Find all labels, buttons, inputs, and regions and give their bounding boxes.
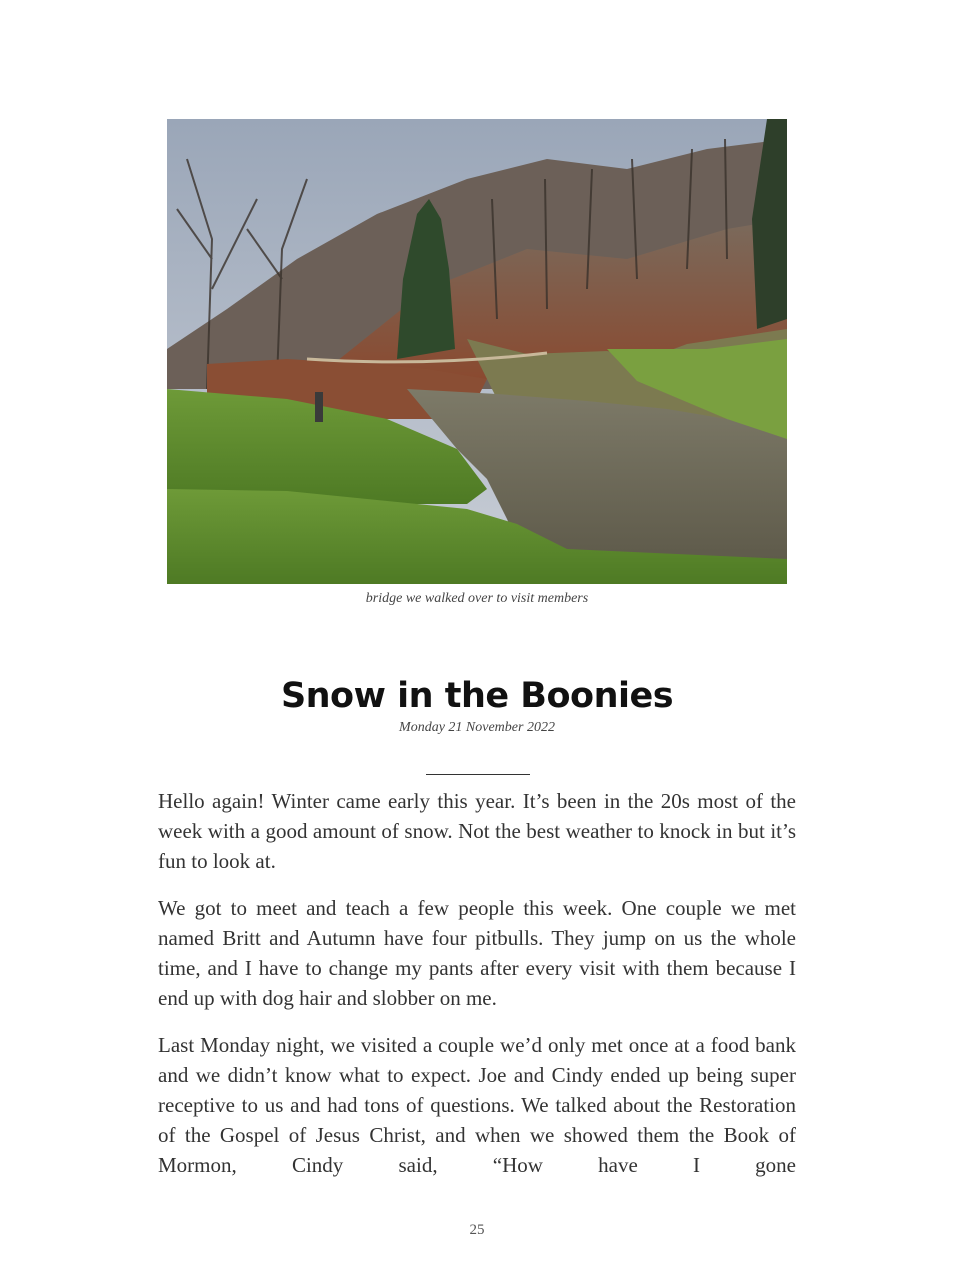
paragraph: Hello again! Winter came early this year. It’s been in the 20s most of the week with a good amount of snow. Not the best weather to knock in but it’s fun to look at.: [158, 789, 796, 873]
title-divider: [426, 774, 530, 775]
post-body: [158, 786, 796, 1197]
landscape-photo: [167, 119, 787, 584]
post-title: Snow in the Boonies: [280, 676, 674, 716]
photo-caption: bridge we walked over to visit members: [365, 591, 589, 606]
paragraph: Last Monday night, we visited a couple we’d only met once at a food bank and we didn’t know what to expect. Joe and Cindy ended up being super receptive to us and had tons of questions. We talked about the Restoration of the Gospel of Jesus Christ, and when we showed them the Book of Mormon, Cindy said, “How have I gone: [158, 1033, 796, 1177]
paragraph: We got to meet and teach a few people this week. One couple we met named Britt and Autumn have four pitbulls. They jump on us the whole time, and I have to change my pants after every visit with them because I end up with dog hair and slobber on me.: [158, 896, 796, 1010]
post-date: Monday 21 November 2022: [399, 720, 555, 735]
page-number: 25: [469, 1222, 485, 1238]
